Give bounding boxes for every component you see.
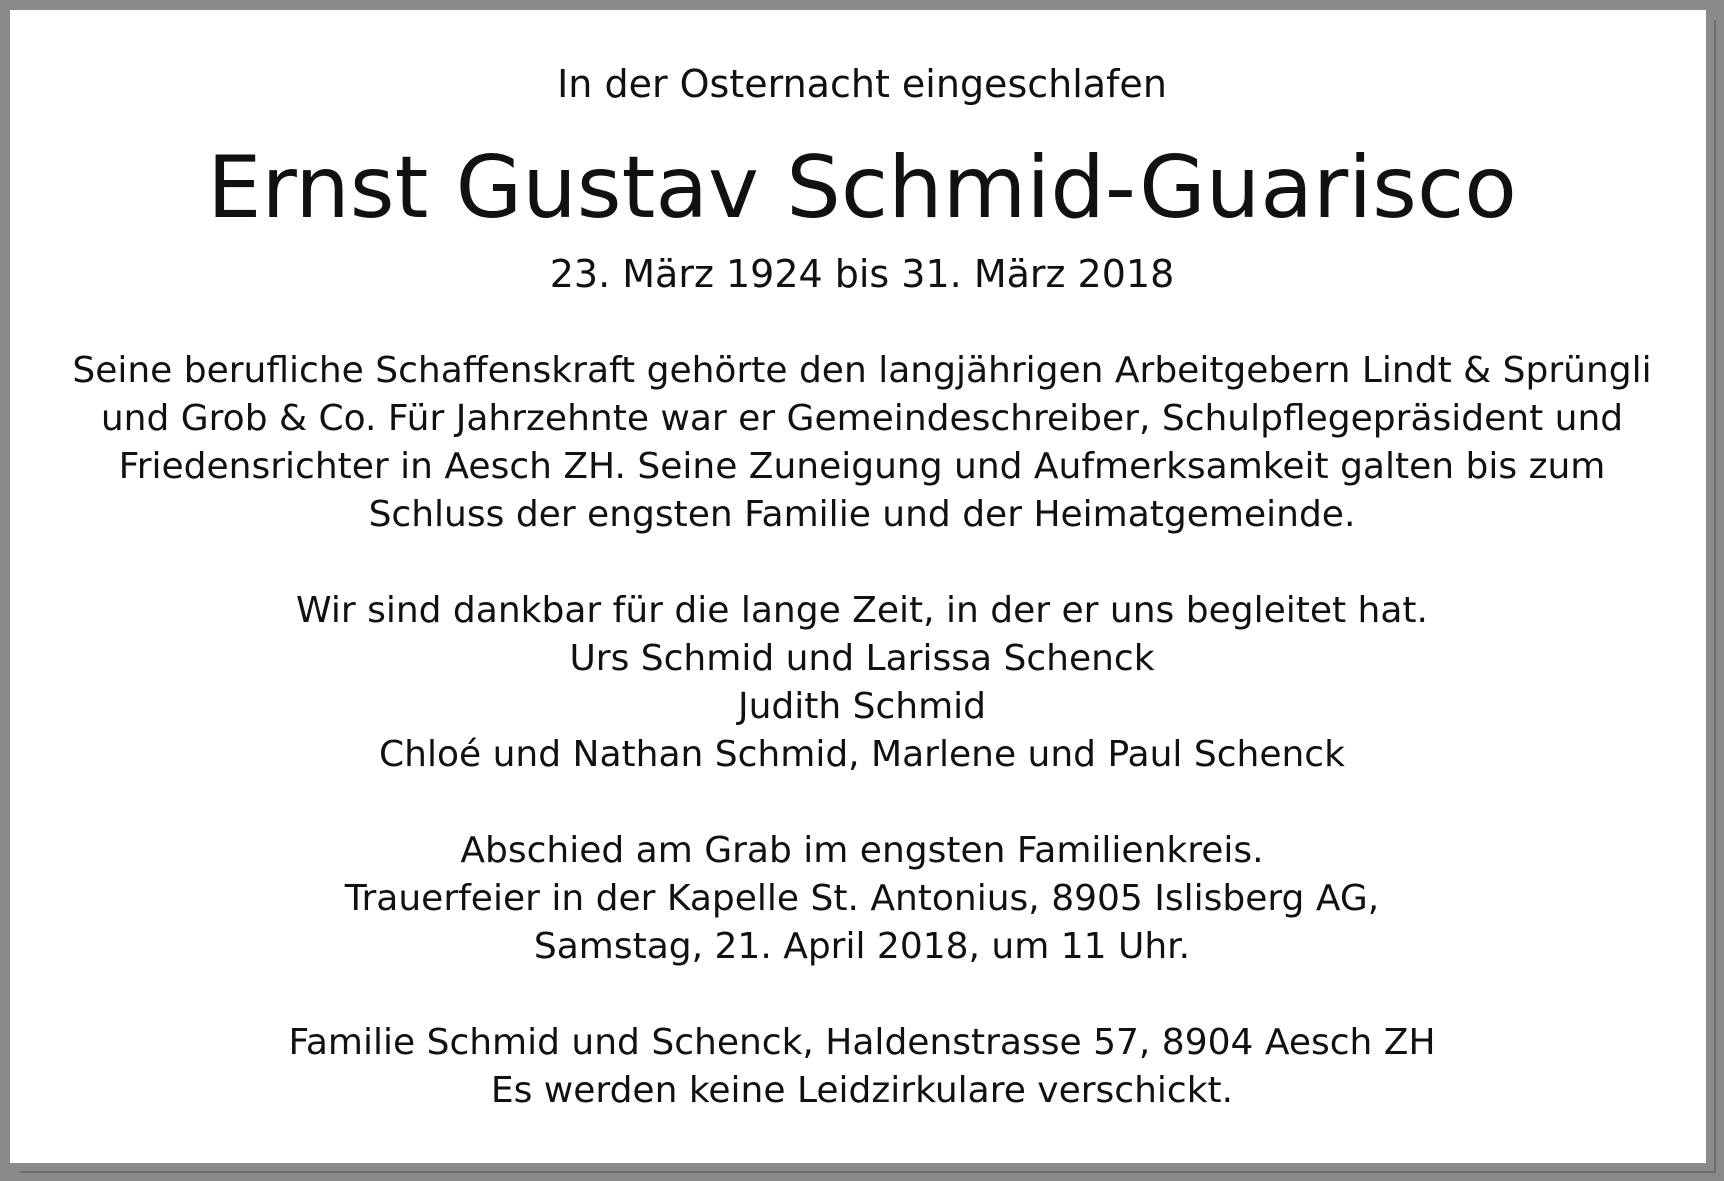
funeral-line: Trauerfeier in der Kapelle St. Antonius, 8905 Islisberg AG, xyxy=(344,878,1380,919)
life-dates: 23. März 1924 bis 31. März 2018 xyxy=(549,252,1175,296)
funeral-line: Samstag, 21. April 2018, um 11 Uhr. xyxy=(533,926,1191,967)
intro-line: In der Osternacht eingeschlafen xyxy=(557,62,1167,106)
funeral-line: Abschied am Grab im engsten Familienkreis. xyxy=(460,830,1264,871)
biography-line: Schluss der engsten Familie und der Heimatgemeinde. xyxy=(368,494,1356,535)
family-address: Familie Schmid und Schenck, Haldenstrasse 57, 8904 Aesch ZH xyxy=(288,1022,1436,1063)
biography-line: Friedensrichter in Aesch ZH. Seine Zuneigung und Aufmerksamkeit galten bis zum xyxy=(118,446,1606,487)
biography-line: Seine berufliche Schaffenskraft gehörte den langjährigen Arbeitgebern Lindt & Sprüngli xyxy=(72,350,1652,391)
mourner-line: Judith Schmid xyxy=(737,686,987,727)
mourner-line: Urs Schmid und Larissa Schenck xyxy=(569,638,1155,679)
mourner-line: Chloé und Nathan Schmid, Marlene und Paul Schenck xyxy=(379,734,1345,775)
closing-note: Es werden keine Leidzirkulare verschickt. xyxy=(490,1070,1234,1111)
deceased-name: Ernst Gustav Schmid-Guarisco xyxy=(207,138,1517,238)
biography-line: und Grob & Co. Für Jahrzehnte war er Gemeindeschreiber, Schulpflegepräsident und xyxy=(100,398,1624,439)
thanks-line: Wir sind dankbar für die lange Zeit, in der er uns begleitet hat. xyxy=(296,590,1428,631)
